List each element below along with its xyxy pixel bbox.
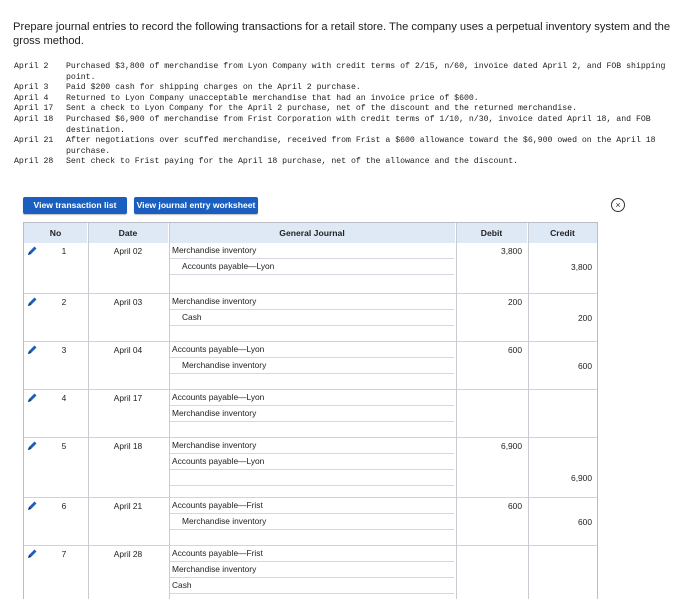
account-underline <box>170 294 454 310</box>
account-underline <box>170 514 454 530</box>
entry-date[interactable]: April 02 <box>113 246 143 256</box>
account-field[interactable]: Merchandise inventory <box>172 440 257 450</box>
header-credit: Credit <box>528 223 597 243</box>
account-field[interactable]: Accounts payable—Lyon <box>182 261 275 271</box>
view-journal-worksheet-button[interactable]: View journal entry worksheet <box>134 197 258 214</box>
credit-field[interactable]: 200 <box>578 313 592 323</box>
transaction-date: April 4 <box>14 93 49 103</box>
edit-pencil-icon[interactable] <box>26 440 38 452</box>
journal-entry-row <box>24 243 597 293</box>
account-underline <box>170 406 454 422</box>
account-underline <box>170 243 454 259</box>
entry-number: 2 <box>61 297 67 307</box>
entry-number: 1 <box>61 246 67 256</box>
transaction-item <box>14 104 686 115</box>
column-divider <box>456 223 457 599</box>
transaction-text: Returned to Lyon Company unacceptable merchandise that had an invoice price of $600. <box>66 93 479 103</box>
view-transaction-list-button[interactable]: View transaction list <box>23 197 127 214</box>
account-field[interactable]: Accounts payable—Lyon <box>172 456 265 466</box>
entry-number: 3 <box>61 345 67 355</box>
account-underline <box>170 454 454 470</box>
edit-pencil-icon[interactable] <box>26 392 38 404</box>
account-underline <box>170 259 454 275</box>
header-date: Date <box>88 223 168 243</box>
journal-entry-row <box>24 545 597 600</box>
edit-pencil-icon[interactable] <box>26 296 38 308</box>
transaction-text: Sent check to Frist paying for the April 18 purchase, net of the allowance and the discount. <box>66 157 519 167</box>
entry-date[interactable]: April 17 <box>113 393 143 403</box>
transaction-item <box>14 136 686 157</box>
account-underline <box>170 310 454 326</box>
transaction-item <box>14 115 686 136</box>
entry-number: 4 <box>61 393 67 403</box>
account-field[interactable]: Merchandise inventory <box>182 516 267 526</box>
transaction-date: April 17 <box>14 104 54 114</box>
entry-date[interactable]: April 21 <box>113 501 143 511</box>
transaction-date: April 21 <box>14 136 54 146</box>
entry-date[interactable]: April 28 <box>113 549 143 559</box>
edit-pencil-icon[interactable] <box>26 245 38 257</box>
account-underline <box>170 438 454 454</box>
entry-number: 6 <box>61 501 67 511</box>
debit-field[interactable]: 200 <box>508 297 522 307</box>
account-field[interactable]: Merchandise inventory <box>172 245 257 255</box>
account-field[interactable]: Merchandise inventory <box>172 296 257 306</box>
debit-field[interactable]: 6,900 <box>501 441 522 451</box>
account-underline <box>170 390 454 406</box>
entry-number: 7 <box>61 549 67 559</box>
edit-pencil-icon[interactable] <box>26 344 38 356</box>
transaction-text: Paid $200 cash for shipping charges on the April 2 purchase. <box>66 83 361 93</box>
journal-entry-row <box>24 293 597 342</box>
transaction-text: After negotiations over scuffed merchandise, received from Frist a $600 allowance toward the $6,900 owed on the April 18 purchase. <box>66 136 656 156</box>
transaction-item <box>14 157 686 168</box>
account-underline <box>170 562 454 578</box>
debit-field[interactable]: 600 <box>508 501 522 511</box>
column-divider <box>528 223 529 599</box>
credit-field[interactable]: 6,900 <box>571 473 592 483</box>
debit-field[interactable]: 3,800 <box>501 246 522 256</box>
transaction-list <box>14 62 686 168</box>
credit-field[interactable]: 3,800 <box>571 262 592 272</box>
column-divider <box>88 223 89 599</box>
transaction-date: April 18 <box>14 114 54 124</box>
header-debit: Debit <box>456 223 527 243</box>
entry-number: 5 <box>61 441 67 451</box>
journal-entry-row <box>24 497 597 546</box>
account-underline <box>170 546 454 562</box>
account-underline <box>170 578 454 594</box>
transaction-date: April 3 <box>14 83 49 93</box>
account-field[interactable]: Merchandise inventory <box>172 408 257 418</box>
account-field[interactable]: Accounts payable—Lyon <box>172 392 265 402</box>
column-divider <box>169 223 170 599</box>
account-underline <box>170 498 454 514</box>
account-field[interactable]: Accounts payable—Lyon <box>172 344 265 354</box>
header-no: No <box>24 223 87 243</box>
transaction-date: April 28 <box>14 157 54 167</box>
transaction-item <box>14 83 686 94</box>
account-underline <box>170 358 454 374</box>
transaction-item <box>14 94 686 105</box>
entry-date[interactable]: April 03 <box>113 297 143 307</box>
credit-field[interactable]: 600 <box>578 361 592 371</box>
close-icon[interactable]: × <box>611 198 625 212</box>
debit-field[interactable]: 600 <box>508 345 522 355</box>
journal-entry-row <box>24 341 597 390</box>
journal-entry-row <box>24 389 597 438</box>
account-field[interactable]: Merchandise inventory <box>182 360 267 370</box>
journal-entry-row <box>24 437 597 498</box>
header-general-journal: General Journal <box>169 223 455 243</box>
transaction-date: April 2 <box>14 62 49 71</box>
edit-pencil-icon[interactable] <box>26 548 38 560</box>
transaction-item <box>14 62 686 83</box>
transaction-text: Purchased $6,900 of merchandise from Frist Corporation with credit terms of 1/10, n/30, invoice dated April 18, and FOB destination. <box>66 114 651 135</box>
account-field[interactable]: Cash <box>172 580 192 590</box>
account-field[interactable]: Cash <box>182 312 202 322</box>
account-field[interactable]: Merchandise inventory <box>172 564 257 574</box>
credit-field[interactable]: 600 <box>578 517 592 527</box>
transaction-text: Purchased $3,800 of merchandise from Lyon Company with credit terms of 2/15, n/60, invoice dated April 2, and FOB shipping point. <box>66 62 666 82</box>
edit-pencil-icon[interactable] <box>26 500 38 512</box>
account-underline <box>170 342 454 358</box>
entry-date[interactable]: April 18 <box>113 441 143 451</box>
account-field[interactable]: Accounts payable—Frist <box>172 500 263 510</box>
journal-table <box>23 222 598 599</box>
instructions-text: Prepare journal entries to record the following transactions for a retail store. The company uses a perpetual inventory system and the gross method. <box>13 21 671 47</box>
account-field[interactable]: Accounts payable—Frist <box>172 548 263 558</box>
transaction-text: Sent a check to Lyon Company for the April 2 purchase, net of the discount and the returned merchandise. <box>66 104 577 114</box>
entry-date[interactable]: April 04 <box>113 345 143 355</box>
account-underline <box>170 470 454 486</box>
